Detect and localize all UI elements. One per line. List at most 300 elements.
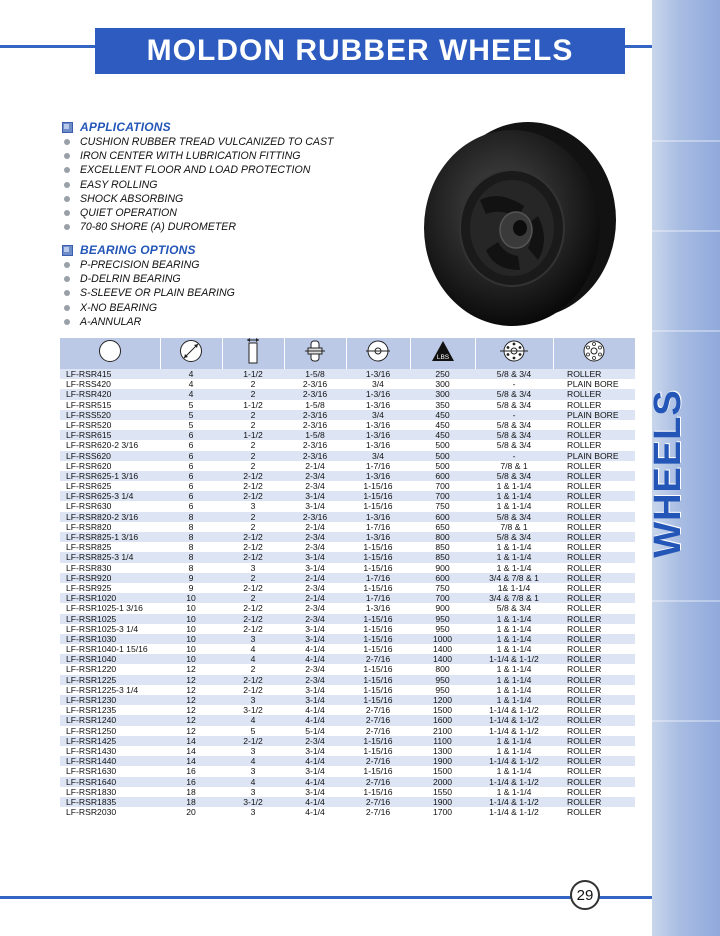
load-capacity-cell: 750 [410, 501, 475, 511]
bearing-bore-cell: 5/8 & 3/4 [475, 603, 553, 613]
bore-size-cell: 2-7/16 [346, 777, 410, 787]
bearing-type-cell: ROLLER [553, 664, 635, 674]
bearing-bore-cell: 1 & 1-1/4 [475, 542, 553, 552]
bearing-type-cell: ROLLER [553, 542, 635, 552]
bearing-bore-cell: 1 & 1-1/4 [475, 675, 553, 685]
bearing-bore-cell: 1 & 1-1/4 [475, 552, 553, 562]
load-capacity-cell: 950 [410, 614, 475, 624]
bearing-type-cell: ROLLER [553, 726, 635, 736]
table-row [60, 430, 635, 440]
diameter-cell: 8 [160, 542, 222, 552]
bore-size-cell: 1-15/16 [346, 583, 410, 593]
bore-size-cell: 1-15/16 [346, 787, 410, 797]
bore-size-cell: 1-15/16 [346, 685, 410, 695]
hub-length-cell: 1-5/8 [284, 369, 346, 379]
hub-length-cell: 2-3/4 [284, 664, 346, 674]
hub-length-cell: 2-3/4 [284, 542, 346, 552]
table-row [60, 451, 635, 461]
table-row [60, 715, 635, 725]
bearing-bore-cell: 1-1/4 & 1-1/2 [475, 756, 553, 766]
list-item: EASY ROLLING [62, 178, 334, 192]
table-row [60, 634, 635, 644]
tread-width-cell: 2 [222, 664, 284, 674]
load-capacity-cell: 650 [410, 522, 475, 532]
list-item: CUSHION RUBBER TREAD VULCANIZED TO CAST [62, 135, 334, 149]
bearing-type-cell: ROLLER [553, 593, 635, 603]
section-square-icon [62, 122, 73, 133]
bearing-type-cell: ROLLER [553, 614, 635, 624]
bearing-type-cell: ROLLER [553, 685, 635, 695]
hub-length-icon [284, 338, 346, 369]
load-capacity-cell: 750 [410, 583, 475, 593]
table-row [60, 787, 635, 797]
bore-size-cell: 2-7/16 [346, 807, 410, 817]
bore-size-cell: 1-15/16 [346, 481, 410, 491]
tread-width-cell: 2-1/2 [222, 552, 284, 562]
hub-length-cell: 4-1/4 [284, 644, 346, 654]
table-row [60, 695, 635, 705]
bore-size-cell: 1-3/16 [346, 603, 410, 613]
tread-width-cell: 2 [222, 573, 284, 583]
bore-size-cell: 1-15/16 [346, 614, 410, 624]
table-row [60, 807, 635, 817]
load-capacity-cell: 2100 [410, 726, 475, 736]
tread-width-cell: 2-1/2 [222, 685, 284, 695]
part-number-cell: LF-RSR1250 [60, 726, 160, 736]
part-number-cell: LF-RSR625-3 1/4 [60, 491, 160, 501]
bearing-bore-cell: 1-1/4 & 1-1/2 [475, 807, 553, 817]
bearing-bore-cell: 5/8 & 3/4 [475, 471, 553, 481]
part-number-cell: LF-RSR1040 [60, 654, 160, 664]
table-row [60, 573, 635, 583]
bearing-options-section [62, 242, 235, 329]
diameter-cell: 8 [160, 552, 222, 562]
svg-text:LBS: LBS [436, 354, 449, 361]
hub-length-cell: 2-3/4 [284, 675, 346, 685]
hub-length-cell: 4-1/4 [284, 756, 346, 766]
hub-length-cell: 2-3/16 [284, 440, 346, 450]
table-row [60, 532, 635, 542]
hub-length-cell: 2-1/4 [284, 461, 346, 471]
bearing-type-cell: PLAIN BORE [553, 379, 635, 389]
bearing-type-cell: ROLLER [553, 369, 635, 379]
tread-width-cell: 2 [222, 440, 284, 450]
bearing-type-cell: ROLLER [553, 777, 635, 787]
bore-size-cell: 1-15/16 [346, 634, 410, 644]
table-row [60, 461, 635, 471]
part-number-cell: LF-RSS420 [60, 379, 160, 389]
tread-width-cell: 2-1/2 [222, 614, 284, 624]
diameter-cell: 12 [160, 705, 222, 715]
bore-size-cell: 1-3/16 [346, 471, 410, 481]
part-number-cell: LF-RSR825-3 1/4 [60, 552, 160, 562]
bearing-type-cell: ROLLER [553, 481, 635, 491]
hub-length-cell: 2-3/16 [284, 451, 346, 461]
diameter-cell: 10 [160, 654, 222, 664]
diameter-cell: 9 [160, 583, 222, 593]
hub-length-cell: 2-1/4 [284, 593, 346, 603]
tread-width-cell: 4 [222, 654, 284, 664]
hub-length-cell: 3-1/4 [284, 624, 346, 634]
bearing-type-cell: ROLLER [553, 756, 635, 766]
bearing-type-cell: ROLLER [553, 624, 635, 634]
tread-width-cell: 3 [222, 501, 284, 511]
load-capacity-cell: 850 [410, 552, 475, 562]
diameter-cell: 6 [160, 451, 222, 461]
diameter-cell: 6 [160, 430, 222, 440]
hub-length-cell: 2-3/4 [284, 603, 346, 613]
table-row [60, 675, 635, 685]
bearing-type-cell: ROLLER [553, 522, 635, 532]
bore-size-cell: 1-7/16 [346, 522, 410, 532]
table-row [60, 644, 635, 654]
bearing-bore-icon [475, 338, 553, 369]
diameter-cell: 10 [160, 593, 222, 603]
diameter-cell: 16 [160, 766, 222, 776]
load-capacity-cell: 900 [410, 603, 475, 613]
bearing-type-cell: ROLLER [553, 797, 635, 807]
diameter-cell: 10 [160, 614, 222, 624]
bearing-bore-cell: 5/8 & 3/4 [475, 440, 553, 450]
tread-width-cell: 2 [222, 451, 284, 461]
diameter-cell: 4 [160, 389, 222, 399]
bearing-bore-cell: 1 & 1-1/4 [475, 766, 553, 776]
load-capacity-cell: 2000 [410, 777, 475, 787]
bearing-bore-cell: 7/8 & 1 [475, 522, 553, 532]
diameter-cell: 5 [160, 410, 222, 420]
page-title: MOLDON RUBBER WHEELS [146, 34, 574, 67]
diameter-cell: 12 [160, 726, 222, 736]
diameter-cell: 14 [160, 746, 222, 756]
part-number-cell: LF-RSR1440 [60, 756, 160, 766]
table-row [60, 756, 635, 766]
table-row [60, 481, 635, 491]
diameter-cell: 14 [160, 736, 222, 746]
hub-length-cell: 4-1/4 [284, 715, 346, 725]
bore-size-cell: 1-15/16 [346, 746, 410, 756]
bearing-bore-cell: - [475, 410, 553, 420]
part-number-cell: LF-RSR1235 [60, 705, 160, 715]
load-capacity-cell: 1100 [410, 736, 475, 746]
tread-width-cell: 2 [222, 410, 284, 420]
hub-length-cell: 2-3/16 [284, 389, 346, 399]
bearing-type-cell: ROLLER [553, 807, 635, 817]
bearing-type-cell: ROLLER [553, 471, 635, 481]
part-number-cell: LF-RSR1830 [60, 787, 160, 797]
load-capacity-cell: 950 [410, 675, 475, 685]
part-number-cell: LF-RSR2030 [60, 807, 160, 817]
part-number-cell: LF-RSR820-2 3/16 [60, 512, 160, 522]
footer-rule [0, 896, 652, 899]
bearing-bore-cell: 1 & 1-1/4 [475, 614, 553, 624]
bearing-bore-cell: 1-1/4 & 1-1/2 [475, 654, 553, 664]
load-capacity-cell: 1500 [410, 766, 475, 776]
bore-size-cell: 1-15/16 [346, 563, 410, 573]
table-row [60, 766, 635, 776]
diameter-cell: 20 [160, 807, 222, 817]
load-capacity-cell: 600 [410, 512, 475, 522]
tread-width-cell: 2 [222, 389, 284, 399]
table-row [60, 654, 635, 664]
bore-size-cell: 2-7/16 [346, 756, 410, 766]
diameter-cell: 10 [160, 634, 222, 644]
load-capacity-cell: 1400 [410, 644, 475, 654]
load-capacity-cell: 1200 [410, 695, 475, 705]
tread-width-cell: 2 [222, 461, 284, 471]
hub-length-cell: 4-1/4 [284, 705, 346, 715]
part-number-cell: LF-RSR630 [60, 501, 160, 511]
hub-length-cell: 2-3/4 [284, 471, 346, 481]
table-row [60, 797, 635, 807]
bearing-bore-cell: 1 & 1-1/4 [475, 624, 553, 634]
diameter-cell: 10 [160, 603, 222, 613]
hub-length-cell: 2-3/4 [284, 736, 346, 746]
part-number-cell: LF-RSR420 [60, 389, 160, 399]
hub-length-cell: 3-1/4 [284, 563, 346, 573]
bearing-bore-cell: - [475, 379, 553, 389]
diameter-cell: 8 [160, 522, 222, 532]
bearing-bore-cell: 1 & 1-1/4 [475, 787, 553, 797]
bearing-type-cell: ROLLER [553, 644, 635, 654]
tread-width-cell: 2 [222, 420, 284, 430]
table-row [60, 624, 635, 634]
page-title-banner [95, 28, 625, 74]
hub-length-cell: 3-1/4 [284, 491, 346, 501]
part-number-cell: LF-RSR1025-3 1/4 [60, 624, 160, 634]
tread-width-cell: 4 [222, 756, 284, 766]
bore-size-cell: 1-7/16 [346, 593, 410, 603]
table-row [60, 563, 635, 573]
diameter-cell: 8 [160, 512, 222, 522]
table-row [60, 705, 635, 715]
part-number-cell: LF-RSR920 [60, 573, 160, 583]
table-row [60, 726, 635, 736]
applications-list [62, 135, 334, 234]
load-capacity-cell: 950 [410, 624, 475, 634]
tread-width-cell: 3 [222, 695, 284, 705]
load-capacity-cell: 900 [410, 563, 475, 573]
diameter-cell: 8 [160, 532, 222, 542]
side-section-label: WHEELS [646, 388, 689, 558]
tread-width-cell: 4 [222, 777, 284, 787]
part-number-cell: LF-RSR1025-1 3/16 [60, 603, 160, 613]
bore-size-cell: 1-3/16 [346, 512, 410, 522]
bore-size-cell: 1-15/16 [346, 501, 410, 511]
list-item: S-SLEEVE OR PLAIN BEARING [62, 286, 235, 300]
bore-size-cell: 1-3/16 [346, 430, 410, 440]
table-row [60, 777, 635, 787]
table-row [60, 583, 635, 593]
diameter-cell: 5 [160, 400, 222, 410]
part-number-cell: LF-RSR830 [60, 563, 160, 573]
bearing-type-cell: ROLLER [553, 603, 635, 613]
list-item: SHOCK ABSORBING [62, 192, 334, 206]
load-capacity-cell: 300 [410, 379, 475, 389]
bearing-bore-cell: 1-1/4 & 1-1/2 [475, 705, 553, 715]
tread-width-cell: 3 [222, 766, 284, 776]
tread-width-cell: 4 [222, 644, 284, 654]
bearing-bore-cell: 5/8 & 3/4 [475, 420, 553, 430]
bearing-options-heading: BEARING OPTIONS [62, 242, 235, 258]
table-row [60, 614, 635, 624]
hub-length-cell: 2-3/16 [284, 512, 346, 522]
bearing-type-cell: ROLLER [553, 736, 635, 746]
bearing-type-cell: ROLLER [553, 491, 635, 501]
diameter-icon [160, 338, 222, 369]
wheel-spec-table [60, 338, 635, 817]
bearing-type-cell: ROLLER [553, 634, 635, 644]
bearing-bore-cell: 3/4 & 7/8 & 1 [475, 593, 553, 603]
load-capacity-cell: 700 [410, 593, 475, 603]
bearing-bore-cell: 5/8 & 3/4 [475, 512, 553, 522]
bearing-type-icon [553, 338, 635, 369]
bore-size-cell: 1-15/16 [346, 542, 410, 552]
hub-length-cell: 2-3/4 [284, 583, 346, 593]
table-row [60, 512, 635, 522]
bearing-type-cell: PLAIN BORE [553, 410, 635, 420]
list-item: IRON CENTER WITH LUBRICATION FITTING [62, 149, 334, 163]
part-number-cell: LF-RSR625 [60, 481, 160, 491]
load-capacity-cell: 800 [410, 532, 475, 542]
hub-length-cell: 4-1/4 [284, 797, 346, 807]
part-number-cell: LF-RSR1220 [60, 664, 160, 674]
load-capacity-cell: 450 [410, 430, 475, 440]
tread-width-cell: 3 [222, 787, 284, 797]
load-capacity-cell: 1900 [410, 797, 475, 807]
bore-size-cell: 1-15/16 [346, 624, 410, 634]
bore-size-cell: 1-15/16 [346, 695, 410, 705]
diameter-cell: 6 [160, 481, 222, 491]
table-row [60, 552, 635, 562]
load-capacity-cell: 950 [410, 685, 475, 695]
bore-size-cell: 1-3/16 [346, 532, 410, 542]
bearing-bore-cell: 1 & 1-1/4 [475, 685, 553, 695]
table-row [60, 542, 635, 552]
bearing-bore-cell: 5/8 & 3/4 [475, 400, 553, 410]
part-number-cell: LF-RSR1425 [60, 736, 160, 746]
applications-section [62, 119, 334, 234]
part-number-cell: LF-RSS520 [60, 410, 160, 420]
bearing-bore-cell: 1 & 1-1/4 [475, 695, 553, 705]
bearing-type-cell: ROLLER [553, 654, 635, 664]
load-capacity-cell: 350 [410, 400, 475, 410]
bearing-bore-cell: - [475, 451, 553, 461]
bearing-type-cell: ROLLER [553, 563, 635, 573]
table-row [60, 440, 635, 450]
bearing-bore-cell: 5/8 & 3/4 [475, 532, 553, 542]
bore-size-cell: 1-3/16 [346, 389, 410, 399]
hub-length-cell: 3-1/4 [284, 634, 346, 644]
bore-size-cell: 3/4 [346, 410, 410, 420]
diameter-cell: 10 [160, 624, 222, 634]
bearing-type-cell: ROLLER [553, 461, 635, 471]
table-row [60, 664, 635, 674]
diameter-cell: 12 [160, 664, 222, 674]
bore-size-cell: 1-3/16 [346, 369, 410, 379]
hub-length-cell: 3-1/4 [284, 766, 346, 776]
table-row [60, 389, 635, 399]
diameter-cell: 18 [160, 787, 222, 797]
bore-size-cell: 1-3/16 [346, 400, 410, 410]
part-number-cell: LF-RSR620 [60, 461, 160, 471]
tread-width-cell: 4 [222, 715, 284, 725]
table-row [60, 501, 635, 511]
bore-size-cell: 1-15/16 [346, 675, 410, 685]
hub-length-cell: 4-1/4 [284, 654, 346, 664]
bore-size-cell: 1-15/16 [346, 491, 410, 501]
diameter-cell: 9 [160, 573, 222, 583]
bore-size-cell: 1-3/16 [346, 440, 410, 450]
bearing-type-cell: ROLLER [553, 695, 635, 705]
table-row [60, 379, 635, 389]
bearing-bore-cell: 3/4 & 7/8 & 1 [475, 573, 553, 583]
load-capacity-cell: 300 [410, 389, 475, 399]
bearing-bore-cell: 1-1/4 & 1-1/2 [475, 777, 553, 787]
bore-size-cell: 1-7/16 [346, 573, 410, 583]
hub-length-cell: 2-1/4 [284, 522, 346, 532]
bearing-type-cell: ROLLER [553, 787, 635, 797]
hub-length-cell: 3-1/4 [284, 787, 346, 797]
tread-width-cell: 3-1/2 [222, 797, 284, 807]
diameter-cell: 12 [160, 695, 222, 705]
hub-length-cell: 3-1/4 [284, 501, 346, 511]
load-capacity-cell: 500 [410, 451, 475, 461]
tread-width-cell: 2-1/2 [222, 491, 284, 501]
load-capacity-cell: 1500 [410, 705, 475, 715]
tread-width-cell: 1-1/2 [222, 369, 284, 379]
tread-width-cell: 3-1/2 [222, 705, 284, 715]
part-number-cell: LF-RSR1025 [60, 614, 160, 624]
load-capacity-cell: 1300 [410, 746, 475, 756]
hub-length-cell: 4-1/4 [284, 807, 346, 817]
load-capacity-cell: 600 [410, 471, 475, 481]
hub-length-cell: 2-1/4 [284, 573, 346, 583]
part-number-cell: LF-RSR825 [60, 542, 160, 552]
applications-heading: APPLICATIONS [62, 119, 334, 135]
bearing-type-cell: ROLLER [553, 675, 635, 685]
list-item: 70-80 SHORE (A) DUROMETER [62, 220, 334, 234]
bearing-type-cell: ROLLER [553, 746, 635, 756]
bearing-bore-cell: 1 & 1-1/4 [475, 501, 553, 511]
part-number-cell: LF-RSR615 [60, 430, 160, 440]
wheel-outline-icon [60, 338, 160, 369]
load-capacity-cell: 850 [410, 542, 475, 552]
diameter-cell: 16 [160, 777, 222, 787]
bearing-type-cell: ROLLER [553, 715, 635, 725]
bore-size-cell: 1-15/16 [346, 664, 410, 674]
hub-length-cell: 2-3/4 [284, 481, 346, 491]
bore-size-cell: 2-7/16 [346, 797, 410, 807]
bearing-type-cell: ROLLER [553, 501, 635, 511]
part-number-cell: LF-RSR515 [60, 400, 160, 410]
load-capacity-cell: 1550 [410, 787, 475, 797]
bearing-bore-cell: 1 & 1-1/4 [475, 481, 553, 491]
diameter-cell: 6 [160, 471, 222, 481]
bore-size-cell: 2-7/16 [346, 705, 410, 715]
list-item: D-DELRIN BEARING [62, 272, 235, 286]
tread-width-cell: 2-1/2 [222, 624, 284, 634]
bore-size-cell: 2-7/16 [346, 715, 410, 725]
hub-length-cell: 3-1/4 [284, 552, 346, 562]
list-item: QUIET OPERATION [62, 206, 334, 220]
diameter-cell: 6 [160, 501, 222, 511]
part-number-cell: LF-RSR1225 [60, 675, 160, 685]
bearing-bore-cell: 5/8 & 3/4 [475, 389, 553, 399]
part-number-cell: LF-RSR1240 [60, 715, 160, 725]
hub-length-cell: 3-1/4 [284, 746, 346, 756]
part-number-cell: LF-RSR1225-3 1/4 [60, 685, 160, 695]
part-number-cell: LF-RSR1630 [60, 766, 160, 776]
